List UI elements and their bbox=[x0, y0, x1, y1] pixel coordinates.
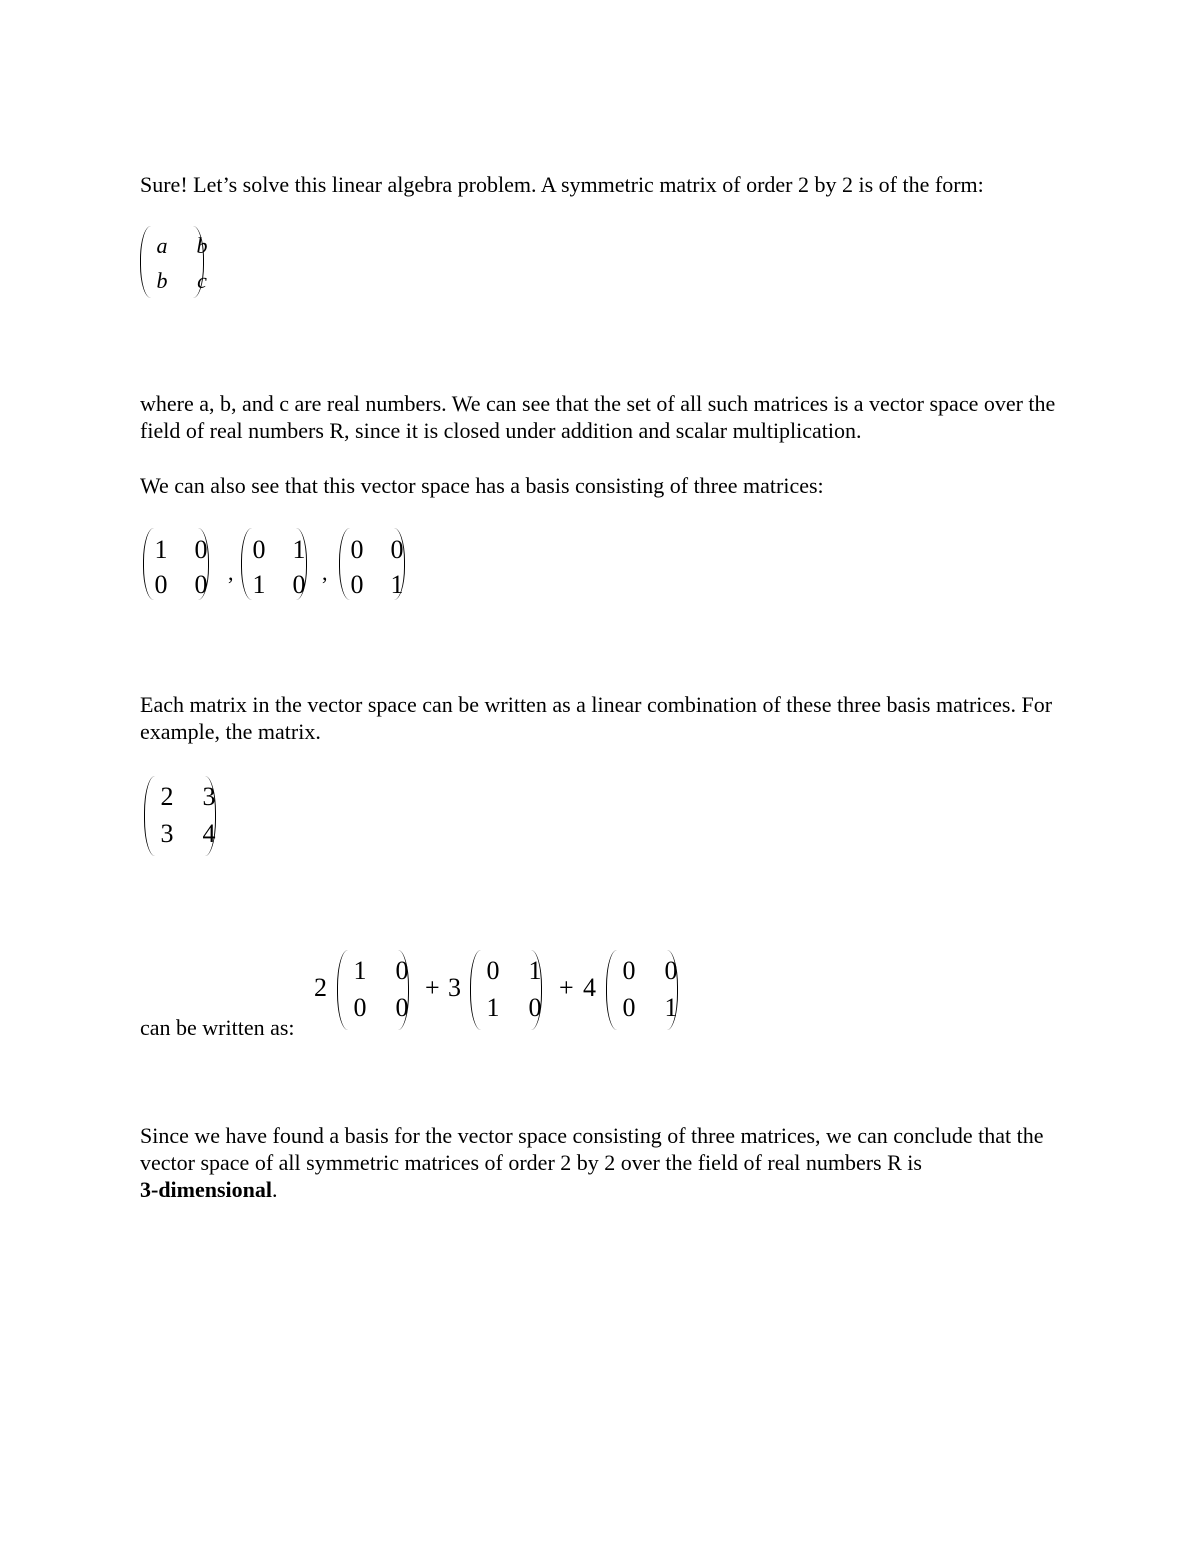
dimension-result: 3-dimensional bbox=[140, 1177, 273, 1202]
matrix-entry: 0 bbox=[194, 535, 208, 564]
matrix-entry: 0 bbox=[622, 993, 636, 1022]
basis-matrix-2 bbox=[241, 528, 307, 600]
matrix-entry: 0 bbox=[664, 956, 678, 985]
matrix-entry: 1 bbox=[353, 956, 367, 985]
left-paren bbox=[337, 950, 348, 1030]
matrix-entry: 0 bbox=[350, 570, 364, 599]
left-paren bbox=[144, 776, 155, 856]
matrix-entry: 0 bbox=[486, 956, 500, 985]
conclusion-period: . bbox=[272, 1177, 278, 1202]
matrix-entry: 0 bbox=[194, 570, 208, 599]
linear-combination-paragraph: Each matrix in the vector space can be written as a linear combination of these three basis matrices. For example, the matrix. bbox=[140, 692, 1053, 744]
matrix-entry: 1 bbox=[664, 993, 678, 1022]
matrix-entry: c bbox=[197, 268, 207, 293]
basis-matrix-1 bbox=[143, 528, 209, 600]
conclusion-text: Since we have found a basis for the vector space consisting of three matrices, we can conclude that the vector space of all symmetric matrices of order 2 by 2 over the field of real numbers R is bbox=[140, 1123, 1044, 1175]
matrix-entry: 1 bbox=[390, 570, 404, 599]
intro-paragraph: Sure! Let’s solve this linear algebra problem. A symmetric matrix of order 2 by 2 is of the form: bbox=[140, 172, 984, 197]
matrix-entry: 3 bbox=[160, 819, 174, 848]
left-paren bbox=[606, 950, 617, 1030]
combination-basis-matrix-2 bbox=[470, 950, 542, 1030]
matrix-entry: 2 bbox=[160, 782, 174, 811]
coefficient-2: 2 bbox=[314, 973, 327, 1002]
matrix-entry: 0 bbox=[390, 535, 404, 564]
matrix-entry: 1 bbox=[528, 956, 542, 985]
matrix-entry: 1 bbox=[486, 993, 500, 1022]
matrix-entry: 1 bbox=[154, 535, 168, 564]
example-matrix bbox=[144, 776, 216, 856]
coefficient-4: 4 bbox=[583, 973, 596, 1002]
matrix-entry: 1 bbox=[292, 535, 306, 564]
matrix-entry: 0 bbox=[350, 535, 364, 564]
combination-basis-matrix-1 bbox=[337, 950, 409, 1030]
matrix-entry: 0 bbox=[622, 956, 636, 985]
left-paren bbox=[470, 950, 481, 1030]
matrix-entry: b bbox=[196, 233, 208, 258]
matrix-entry: 0 bbox=[154, 570, 168, 599]
matrix-entry: 4 bbox=[202, 819, 216, 848]
matrix-entry: a bbox=[156, 233, 168, 258]
matrix-entry: 0 bbox=[353, 993, 367, 1022]
matrix-entry: 3 bbox=[202, 782, 216, 811]
basis-matrix-3 bbox=[339, 528, 405, 600]
matrix-entry: 0 bbox=[252, 535, 266, 564]
coefficient-3: 3 bbox=[448, 973, 461, 1002]
comma-separator: , bbox=[228, 560, 234, 585]
plus-operator: + bbox=[425, 973, 440, 1002]
combination-basis-matrix-3 bbox=[606, 950, 678, 1030]
comma-separator: , bbox=[322, 560, 328, 585]
written-as-label: can be written as: bbox=[140, 1015, 295, 1040]
matrix-entry: 1 bbox=[252, 570, 266, 599]
matrix-entry: 0 bbox=[395, 993, 409, 1022]
matrix-entry: b bbox=[156, 268, 168, 293]
plus-operator: + bbox=[559, 973, 574, 1002]
matrix-entry: 0 bbox=[528, 993, 542, 1022]
general-symmetric-matrix bbox=[140, 226, 208, 298]
basis-intro: We can also see that this vector space has a basis consisting of three matrices: bbox=[140, 473, 824, 498]
where-paragraph: where a, b, and c are real numbers. We can see that the set of all such matrices is a vector space over the field of real numbers R, since it is closed under addition and scalar multiplication. bbox=[140, 391, 1056, 443]
matrix-entry: 0 bbox=[292, 570, 306, 599]
conclusion-paragraph bbox=[140, 1122, 1080, 1203]
matrix-entry: 0 bbox=[395, 956, 409, 985]
